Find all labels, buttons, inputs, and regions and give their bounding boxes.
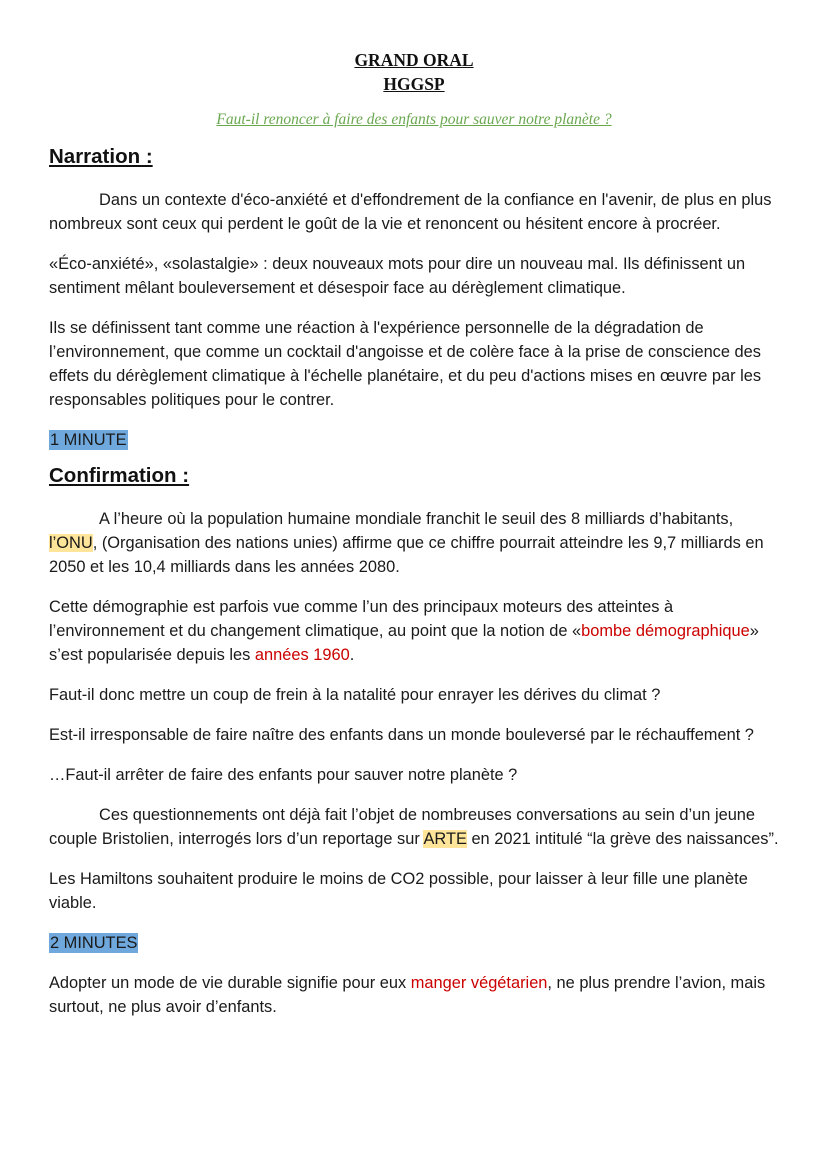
title-hggsp: HGGSP bbox=[383, 74, 445, 94]
confirmation-paragraph-7: Les Hamiltons souhaitent produire le moins de CO2 possible, pour laisser à leur fille une planète viable. bbox=[49, 870, 748, 912]
text-run: , (Organisation des nations unies) affirme que ce chiffre pourrait atteindre les 9,7 milliards en 2050 et les 10,4 milliards dans les années 2080. bbox=[49, 534, 764, 576]
text-run: Cette démographie est parfois vue comme l’un des principaux moteurs des atteintes à l’environnement et du changement climatique, au point que la notion de « bbox=[49, 598, 674, 640]
narration-paragraph-2: «Éco-anxiété», «solastalgie» : deux nouveaux mots pour dire un nouveau mal. Ils définissent un sentiment mêlant bouleversement et désespoir face au dérèglement climatique. bbox=[49, 255, 746, 297]
timer-badge-2-minutes: 2 MINUTES bbox=[50, 934, 138, 952]
highlight-arte: ARTE bbox=[423, 830, 467, 848]
text-run: » s’est popularisée depuis les bbox=[49, 622, 759, 664]
heading-confirmation: Confirmation : bbox=[49, 464, 190, 487]
title-grand-oral: GRAND ORAL bbox=[354, 50, 474, 70]
confirmation-paragraph-6 bbox=[49, 803, 779, 851]
timer-line-2 bbox=[49, 931, 779, 955]
text-run: Adopter un mode de vie durable signifie pour eux bbox=[49, 974, 411, 992]
confirmation-paragraph-2 bbox=[49, 595, 779, 667]
highlight-onu: l’ONU bbox=[49, 534, 93, 552]
red-annees-1960: années 1960 bbox=[254, 646, 350, 664]
text-run: . bbox=[349, 646, 355, 664]
confirmation-paragraph-8 bbox=[49, 971, 779, 1019]
timer-line-1 bbox=[49, 428, 779, 452]
confirmation-paragraph-3: Faut-il donc mettre un coup de frein à la natalité pour enrayer les dérives du climat ? bbox=[49, 686, 661, 704]
narration-paragraph-3: Ils se définissent tant comme une réaction à l'expérience personnelle de la dégradation de l’environnement, que comme un cocktail d'angoisse et de colère face à la prise de conscience des effets du dérèglement climatique à l'échelle planétaire, et du peu d'actions mises en œuvre par les responsables politiques pour le contrer. bbox=[49, 319, 762, 409]
text-run: en 2021 intitulé “la grève des naissances”. bbox=[466, 830, 779, 848]
document-page bbox=[49, 48, 779, 1019]
confirmation-paragraph-5: …Faut-il arrêter de faire des enfants pour sauver notre planète ? bbox=[49, 766, 518, 784]
narration-paragraph-1: Dans un contexte d'éco-anxiété et d'effondrement de la confiance en l'avenir, de plus en plus nombreux sont ceux qui perdent le goût de la vie et renoncent ou hésitent encore à procréer. bbox=[49, 191, 772, 233]
red-manger-vegetarien: manger végétarien bbox=[410, 974, 548, 992]
text-run: Ces questionnements ont déjà fait l’objet de nombreuses conversations au sein d’un jeune couple Bristolien, interrogés lors d’un reportage sur bbox=[49, 806, 756, 848]
timer-badge-1-minute: 1 MINUTE bbox=[50, 431, 127, 449]
main-question: Faut-il renoncer à faire des enfants pour sauver notre planète ? bbox=[216, 111, 612, 128]
red-bombe-demographique: bombe démographique bbox=[581, 622, 750, 640]
text-run: , ne plus prendre l’avion, mais surtout, ne plus avoir d’enfants. bbox=[49, 974, 766, 1016]
confirmation-paragraph-1 bbox=[49, 507, 779, 579]
text-run: A l’heure où la population humaine mondiale franchit le seuil des 8 milliards d’habitants, bbox=[99, 510, 734, 528]
confirmation-paragraph-4: Est-il irresponsable de faire naître des enfants dans un monde bouleversé par le réchauffement ? bbox=[49, 726, 754, 744]
heading-narration: Narration : bbox=[49, 145, 153, 168]
